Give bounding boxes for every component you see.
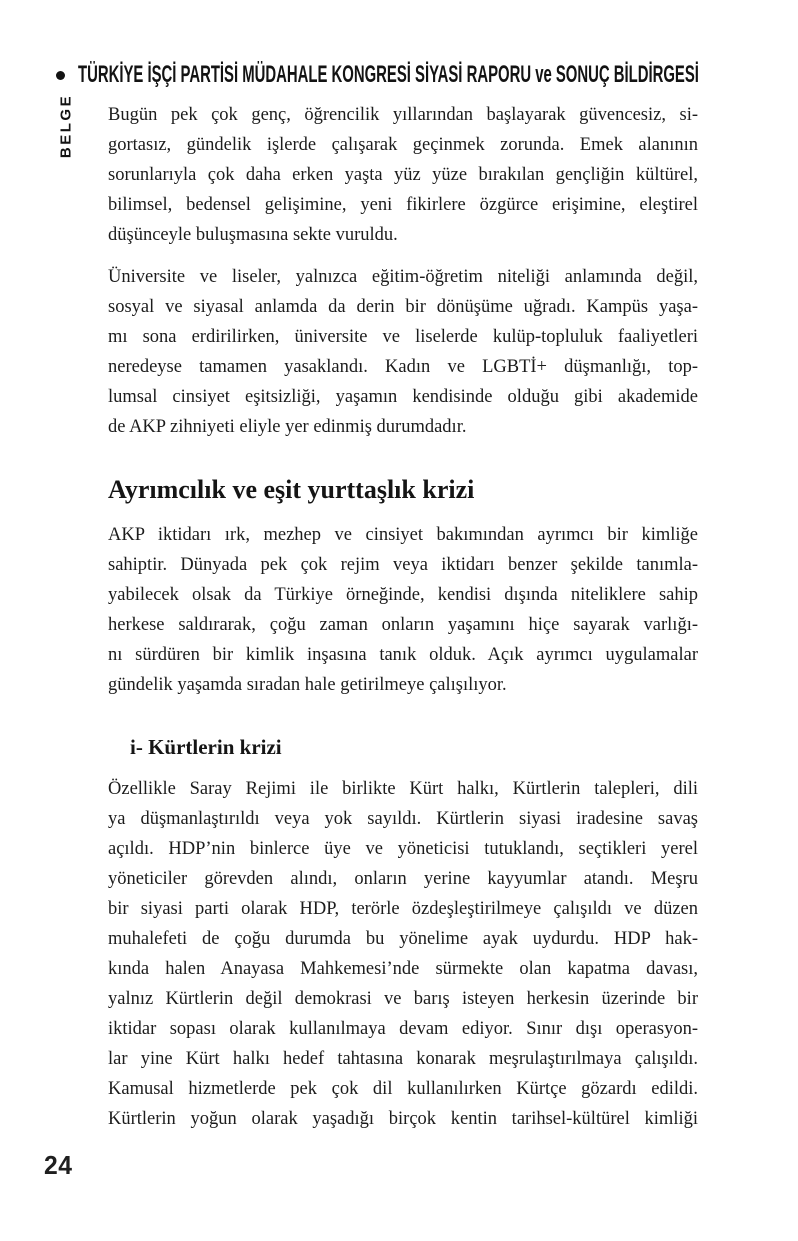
text-line: bilimsel, bedensel gelişimine, yeni fikirlere özgürce erişimine, eleştirel bbox=[108, 195, 698, 215]
text-line: AKP iktidarı ırk, mezhep ve cinsiyet bakımından ayrımcı bir kimliğe bbox=[108, 525, 698, 545]
text-line: bir siyasi parti olarak HDP, terörle özdeşleştirilmeye çalışıldı ve düzen bbox=[108, 899, 698, 919]
text-line: düşünceyle buluşmasına sekte vuruldu. bbox=[108, 225, 398, 245]
text-line: yabilecek olsak da Türkiye örneğinde, kendisi dışında niteliklere sahip bbox=[108, 585, 698, 605]
text-line: sosyal ve siyasal anlamda da derin bir dönüşüme uğradı. Kampüs yaşa- bbox=[108, 297, 698, 317]
text-line: kında halen Anayasa Mahkemesi’nde sürmekte olan kapatma davası, bbox=[108, 959, 698, 979]
paragraph-genclik bbox=[108, 100, 698, 250]
text-line: Kamusal hizmetlerde pek çok dil kullanılırken Kürtçe gözardı edildi. bbox=[108, 1079, 698, 1099]
text-line: sorunlarıyla çok daha erken yaşta yüz yüze bırakılan gençliğin kültürel, bbox=[108, 165, 698, 185]
text-line: nı sürdüren bir kimlik inşasına tanık olduk. Açık ayrımcı uygulamalar bbox=[108, 645, 698, 665]
text-line: yalnız Kürtlerin değil demokrasi ve barış isteyen herkesin üzerinde bir bbox=[108, 989, 698, 1009]
text-line: Kürtlerin yoğun olarak yaşadığı birçok kentin tarihsel-kültürel kimliği bbox=[108, 1109, 698, 1129]
text-line: açıldı. HDP’nin binlerce üye ve yöneticisi tutuklandı, seçtikleri yerel bbox=[108, 839, 698, 859]
text-line: ya düşmanlaştırıldı veya yok sayıldı. Kürtlerin siyasi iradesine savaş bbox=[108, 809, 698, 829]
text-line: muhalefeti de çoğu durumda bu yönelime ayak uydurdu. HDP hak- bbox=[108, 929, 698, 949]
page-number: 24 bbox=[44, 1150, 73, 1180]
text-line: mı sona erdirilirken, üniversite ve liselerde kulüp-topluluk faaliyetleri bbox=[108, 327, 698, 347]
section-heading: Ayrımcılık ve eşit yurttaşlık krizi bbox=[108, 475, 475, 504]
paragraph-kurtler bbox=[108, 774, 698, 1134]
margin-label-belge: BELGE bbox=[57, 93, 75, 159]
text-line: lar yine Kürt halkı hedef tahtasına konarak meşrulaştırılmaya çalışıldı. bbox=[108, 1049, 698, 1069]
text-line: de AKP zihniyeti eliyle yer edinmiş durumdadır. bbox=[108, 417, 467, 437]
sub-heading-kurtlerin-krizi: i- Kürtlerin krizi bbox=[130, 735, 282, 759]
text-line: gortasız, gündelik işlerde çalışarak geçinmek zorunda. Emek alanının bbox=[108, 135, 698, 155]
text-line: herkese saldırarak, çoğu zaman onların yaşamını hiçe sayarak varlığı- bbox=[108, 615, 698, 635]
text-line: Üniversite ve liseler, yalnızca eğitim-öğretim niteliği anlamında değil, bbox=[108, 267, 698, 287]
bullet-icon bbox=[56, 71, 65, 80]
running-header bbox=[56, 61, 798, 89]
text-line: Bugün pek çok genç, öğrencilik yıllarından başlayarak güvencesiz, si- bbox=[108, 105, 698, 125]
text-line: yöneticiler görevden alındı, onların yerine kayyumlar atandı. Meşru bbox=[108, 869, 698, 889]
text-line: lumsal cinsiyet eşitsizliği, yaşamın kendisinde olduğu gibi akademide bbox=[108, 387, 698, 407]
text-line: neredeyse tamamen yasaklandı. Kadın ve LGBTİ+ düşmanlığı, top- bbox=[108, 357, 698, 377]
paragraph-ayrimcilik bbox=[108, 520, 698, 700]
paragraph-universite bbox=[108, 262, 698, 442]
text-line: iktidar sopası olarak kullanılmaya devam ediyor. Sınır dışı operasyon- bbox=[108, 1019, 698, 1039]
header-title: TÜRKİYE İŞÇİ PARTİSİ MÜDAHALE KONGRESİ SİYASİ RAPORU ve SONUÇ BİLDİRGESİ bbox=[78, 61, 699, 88]
document-body bbox=[108, 100, 698, 1134]
text-line: gündelik yaşamda sıradan hale getirilmeye çalışılıyor. bbox=[108, 675, 507, 695]
text-line: sahiptir. Dünyada pek çok rejim veya iktidarı benzer şekilde tanımla- bbox=[108, 555, 698, 575]
text-line: Özellikle Saray Rejimi ile birlikte Kürt halkı, Kürtlerin talepleri, dili bbox=[108, 779, 698, 799]
